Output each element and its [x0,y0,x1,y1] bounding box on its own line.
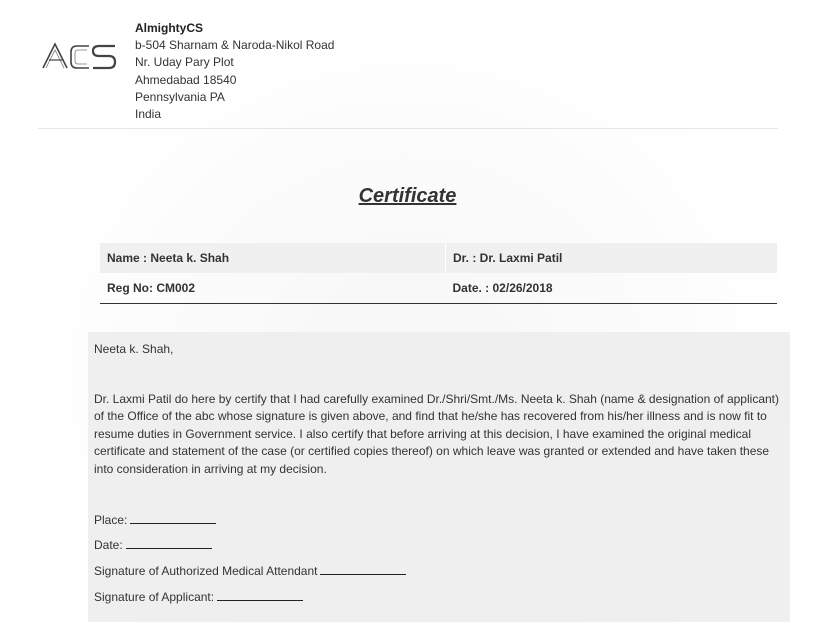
address-line: India [135,107,162,122]
company-address [135,20,334,123]
certificate-body [88,332,790,622]
address-line: Nr. Uday Pary Plot [135,55,234,70]
address-line: b-504 Sharnam & Naroda-Nikol Road [135,38,335,53]
certificate-date: Date. : 02/26/2018 [446,273,778,304]
applicant-signature-label: Signature of Applicant: [94,590,215,604]
date-blank [126,538,212,549]
place-label: Place: [94,513,128,527]
place-field [94,512,216,529]
address-line: Pennsylvania PA [135,89,225,104]
place-blank [130,513,216,524]
info-row [100,243,777,273]
company-name: AlmightyCS [135,21,204,35]
address-line: Ahmedabad 18540 [135,72,237,87]
certificate-title: Certificate [358,185,457,207]
date-field [94,537,212,554]
salutation: Neeta k. Shah, [94,342,174,356]
registration-number: Reg No: CM002 [100,273,446,304]
letterhead [38,18,778,129]
certification-paragraph: Dr. Laxmi Patil do here by certify that I had carefully examined Dr./Shri/Smt./Ms. Neeta k. Shah (name & designation of applicant) of the Office of the abc whose signature is given above, and find that he/she has recovered from his/her illness and is now fit to resume duties in Government service. I also certify that before arriving at this decision, I have examined the original medical certificate and statement of the case (or certified copies thereof) on which leave was granted or extended and have taken these into consideration in arriving at my decision. [94,392,779,476]
applicant-signature-blank [217,590,303,601]
medical-attendant-signature-label: Signature of Authorized Medical Attendant [94,564,318,578]
date-label: Date: [94,538,123,552]
applicant-name: Name : Neeta k. Shah [100,243,446,273]
doctor-name: Dr. : Dr. Laxmi Patil [446,243,778,273]
acs-logo [41,38,119,74]
applicant-signature-field [94,589,303,606]
medical-attendant-signature-blank [320,564,406,575]
info-row [100,273,777,304]
medical-attendant-signature-field [94,563,406,580]
certificate-info-table [100,243,777,304]
